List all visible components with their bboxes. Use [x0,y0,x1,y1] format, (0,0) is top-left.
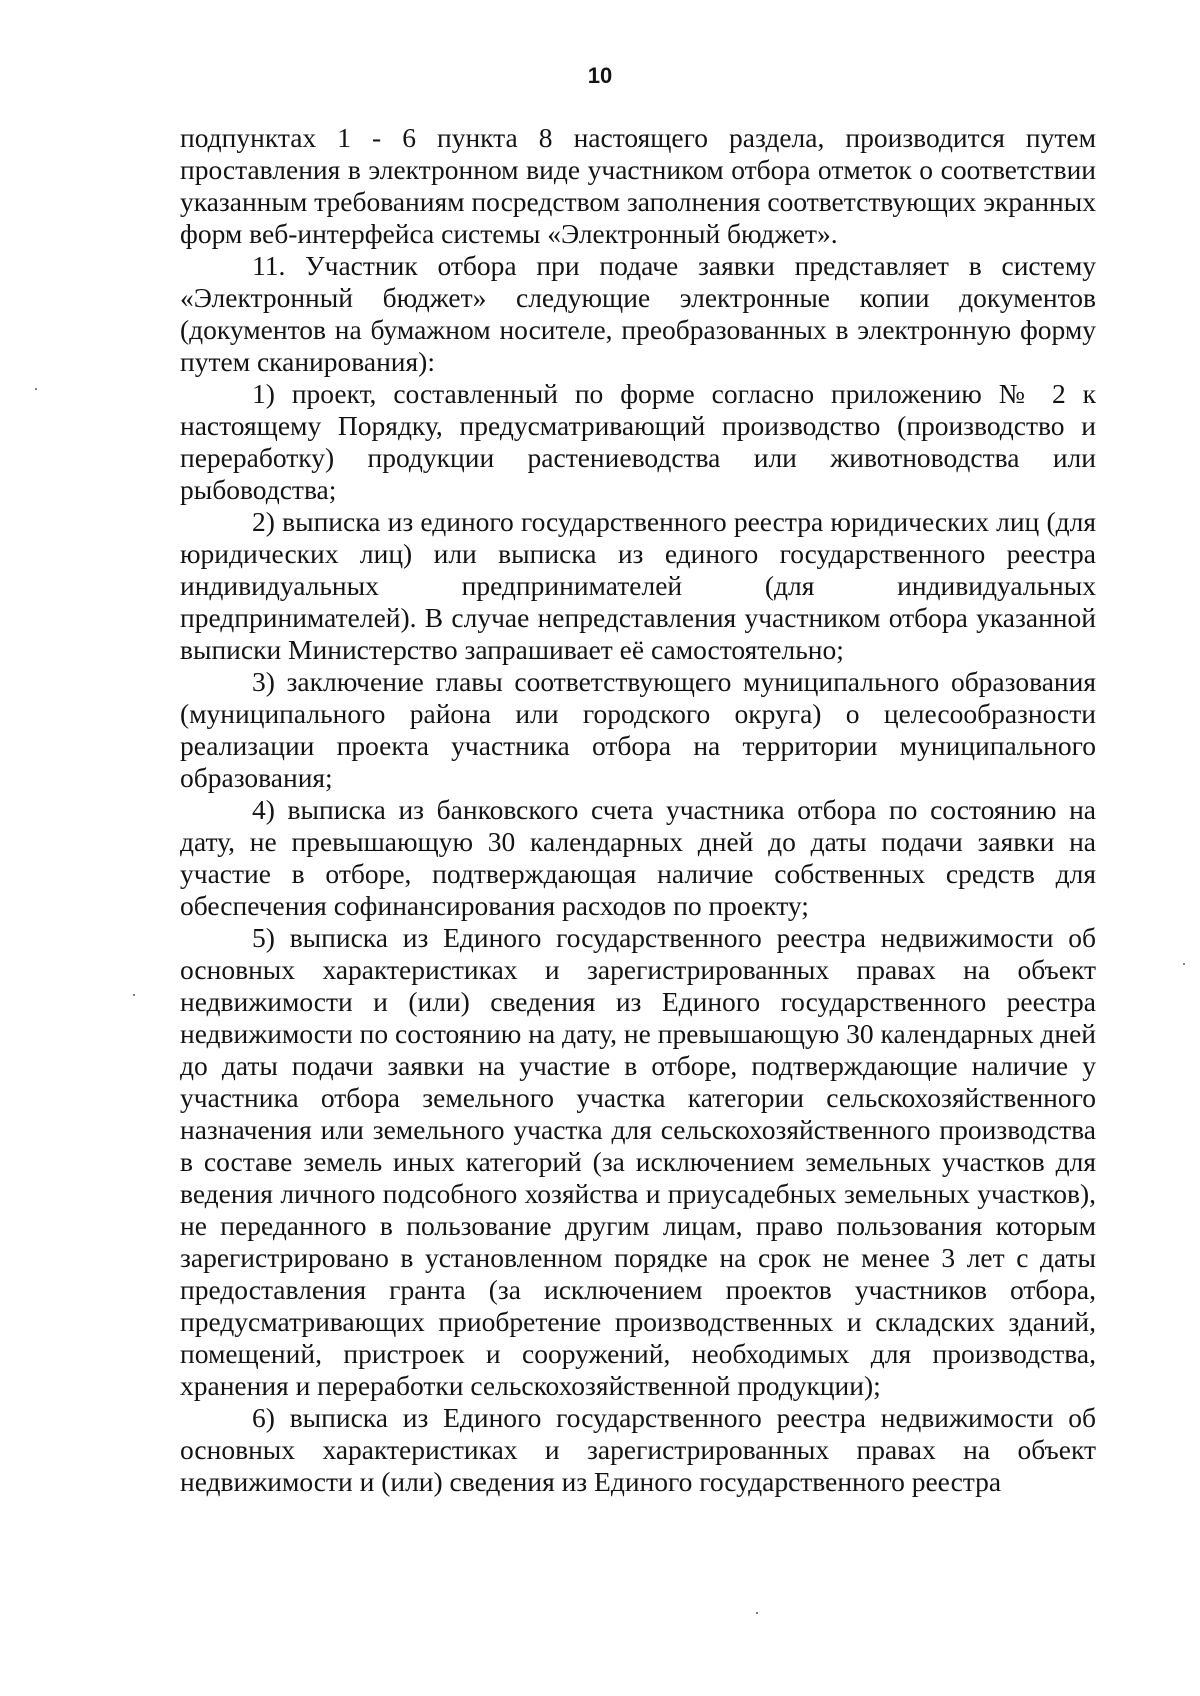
document-body [180,122,1096,1498]
page-number: 10 [587,63,613,88]
paragraph-subitem-5: 5) выписка из Единого государственного реестра недвижимости об основных характеристиках и зарегистрированных правах на объект недвижимости и (или) сведения из Единого государственного реестра недвижимости по состоянию на дату, не превышающую 30 календарных дней до даты подачи заявки на участие в отборе, подтверждающие наличие у участника отбора земельного участка категории сельскохозяйственного назначения или земельного участка для сельскохозяйственного производства в составе земель иных категорий (за исключением земельных участков для ведения личного подсобного хозяйства и приусадебных земельных участков), не переданного в пользование другим лицам, право пользования которым зарегистрировано в установленном порядке на срок не менее 3 лет с даты предоставления гранта (за исключением проектов участников отбора, предусматривающих приобретение производственных и складских зданий, помещений, пристроек и сооружений, необходимых для производства, хранения и переработки сельскохозяйственной продукции); [180,922,1096,1401]
paragraph-subitem-4: 4) выписка из банковского счета участника отбора по состоянию на дату, не превышающую 30 календарных дней до даты подачи заявки на участие в отборе, подтверждающая наличие собственных средств для обеспечения софинансирования расходов по проекту; [180,794,1096,921]
scan-speck [756,1612,758,1614]
paragraph-subitem-1: 1) проект, составленный по форме согласно приложению № 2 к настоящему Порядку, предусматривающий производство (производство и переработку) продукции растениеводства или животноводства или рыбоводства; [180,378,1096,505]
paragraph-continuation: подпунктах 1 - 6 пункта 8 настоящего раздела, производится путем проставления в электронном виде участником отбора отметок о соответствии указанным требованиям посредством заполнения соответствующих экранных форм веб-интерфейса системы «Электронный бюджет». [180,122,1096,249]
paragraph-item-11: 11. Участник отбора при подаче заявки представляет в систему «Электронный бюджет» следующие электронные копии документов (документов на бумажном носителе, преобразованных в электронную форму путем сканирования): [180,250,1096,377]
scan-speck [35,388,37,390]
paragraph-subitem-3: 3) заключение главы соответствующего муниципального образования (муниципального района или городского округа) о целесообразности реализации проекта участника отбора на территории муниципального образования; [180,666,1096,793]
scan-speck [133,994,135,996]
paragraph-subitem-6: 6) выписка из Единого государственного реестра недвижимости об основных характеристиках и зарегистрированных правах на объект недвижимости и (или) сведения из Единого государственного реестра [180,1402,1096,1497]
scan-speck [1183,963,1185,965]
paragraph-subitem-2: 2) выписка из единого государственного реестра юридических лиц (для юридических лиц) или выписка из единого государственного реестра индивидуальных предпринимателей (для индивидуальных предпринимателей). В случае непредставления участником отбора указанной выписки Министерство запрашивает её самостоятельно; [180,506,1096,665]
